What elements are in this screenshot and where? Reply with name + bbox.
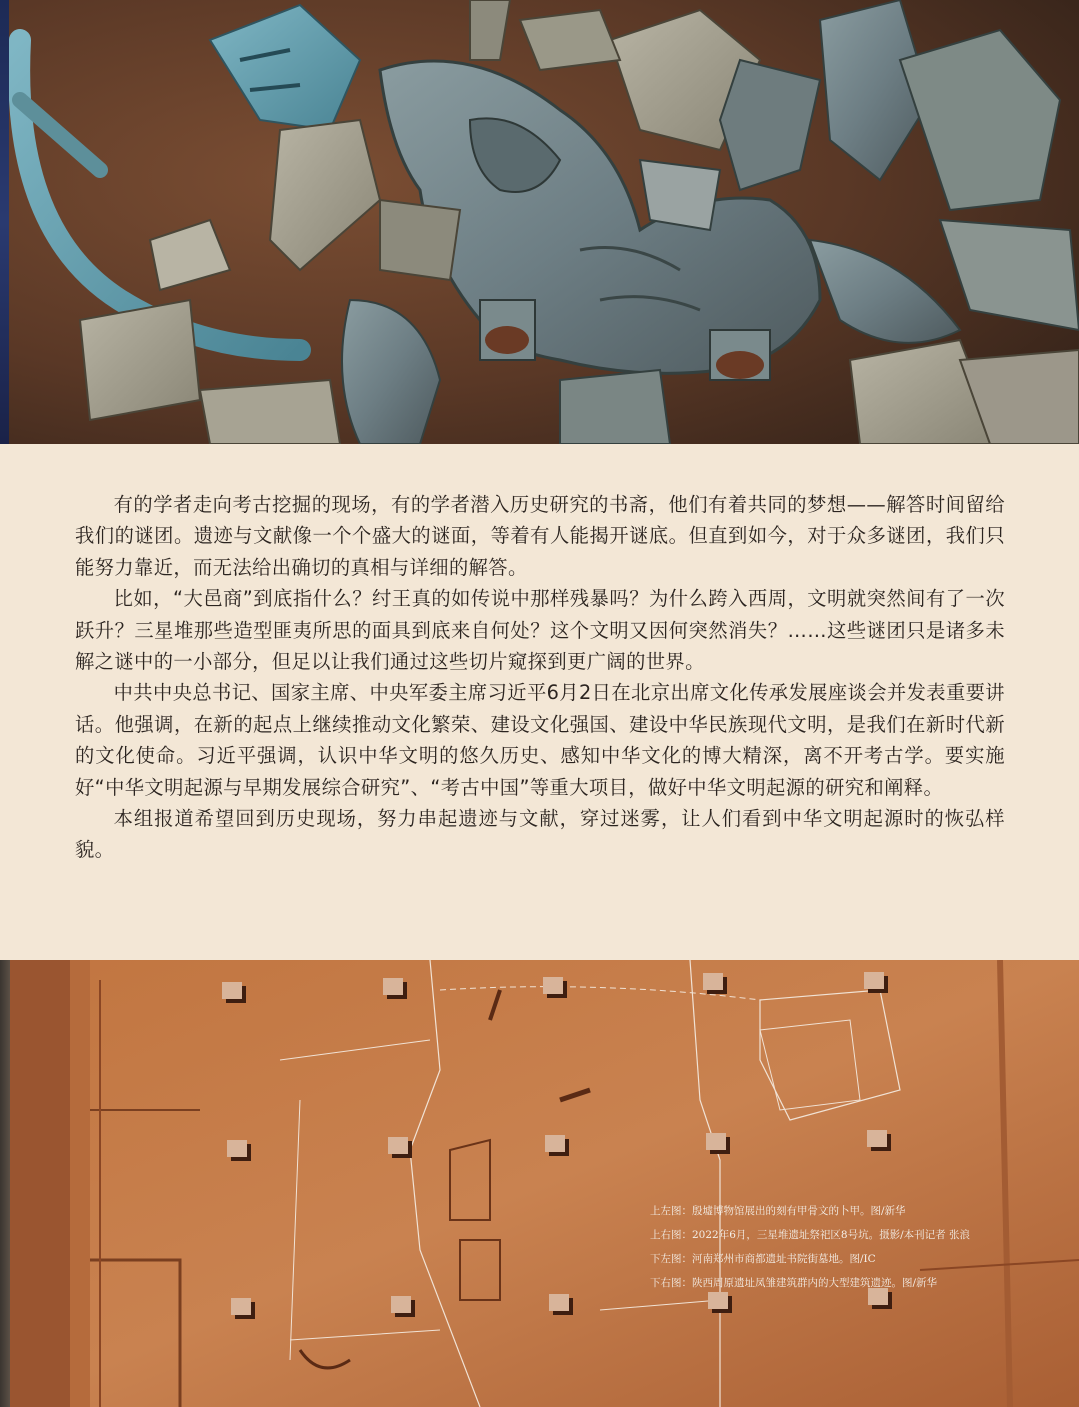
caption-top-right: 上右图：2022年6月，三星堆遗址祭祀区8号坑。摄影/本刊记者 张浪 [650, 1229, 970, 1241]
photo-captions [650, 1199, 1070, 1295]
site-outline-illustration [0, 960, 1079, 1407]
caption-bottom-right: 下右图：陕西周原遗址凤雏建筑群内的大型建筑遗迹。图/新华 [650, 1277, 938, 1289]
caption-bottom-left: 下左图：河南郑州市商都遗址书院街墓地。图/IC [650, 1253, 876, 1265]
post-hole [549, 1294, 569, 1311]
previous-page-edge [0, 0, 9, 444]
paragraph-2: 比如，“大邑商”到底指什么？纣王真的如传说中那样残暴吗？为什么跨入西周，文明就突然间有了一次跃升？三星堆那些造型匪夷所思的面具到底来自何处？这个文明又因何突然消失？……这些谜团只是诸多未解之谜中的一小部分，但足以让我们通过这些切片窥探到更广阔的世界。 [75, 587, 1005, 674]
post-hole [383, 978, 403, 995]
post-hole [391, 1296, 411, 1313]
bronze-relics-illustration [0, 0, 1079, 444]
paragraph-1: 有的学者走向考古挖掘的现场，有的学者潜入历史研究的书斋，他们有着共同的梦想——解答时间留给我们的谜团。遗迹与文献像一个个盛大的谜面，等着有人能揭开谜底。但直到如今，对于众多谜团，我们只能努力靠近，而无法给出确切的真相与详细的解答。 [75, 493, 1005, 579]
article-body [75, 489, 1005, 866]
post-hole [543, 977, 563, 994]
caption-top-left: 上左图：殷墟博物馆展出的刻有甲骨文的卜甲。图/新华 [650, 1205, 906, 1217]
paragraph-3: 中共中央总书记、国家主席、中央军委主席习近平6月2日在北京出席文化传承发展座谈会并发表重要讲话。他强调，在新的起点上继续推动文化繁荣、建设文化强国、建设中华民族现代文明，是我们在新时代新的文化使命。习近平强调，认识中华文明的悠久历史、感知中华文化的博大精深，离不开考古学。要实施好“中华文明起源与早期发展综合研究”、“考古中国”等重大项目，做好中华文明起源的研究和阐释。 [75, 681, 1005, 799]
post-hole [388, 1137, 408, 1154]
post-hole [545, 1135, 565, 1152]
paragraph-4: 本组报道希望回到历史现场，努力串起遗迹与文献，穿过迷雾，让人们看到中华文明起源时的恢弘样貌。 [75, 807, 1005, 862]
post-hole [706, 1133, 726, 1150]
post-hole [227, 1140, 247, 1157]
sanxingdui-excavation-photo [0, 0, 1079, 444]
previous-page-edge-bottom [0, 960, 10, 1407]
zhouyuan-site-aerial-photo [0, 960, 1079, 1407]
post-hole [222, 982, 242, 999]
post-hole [703, 973, 723, 990]
post-hole [867, 1130, 887, 1147]
post-hole [864, 972, 884, 989]
post-hole [231, 1298, 251, 1315]
